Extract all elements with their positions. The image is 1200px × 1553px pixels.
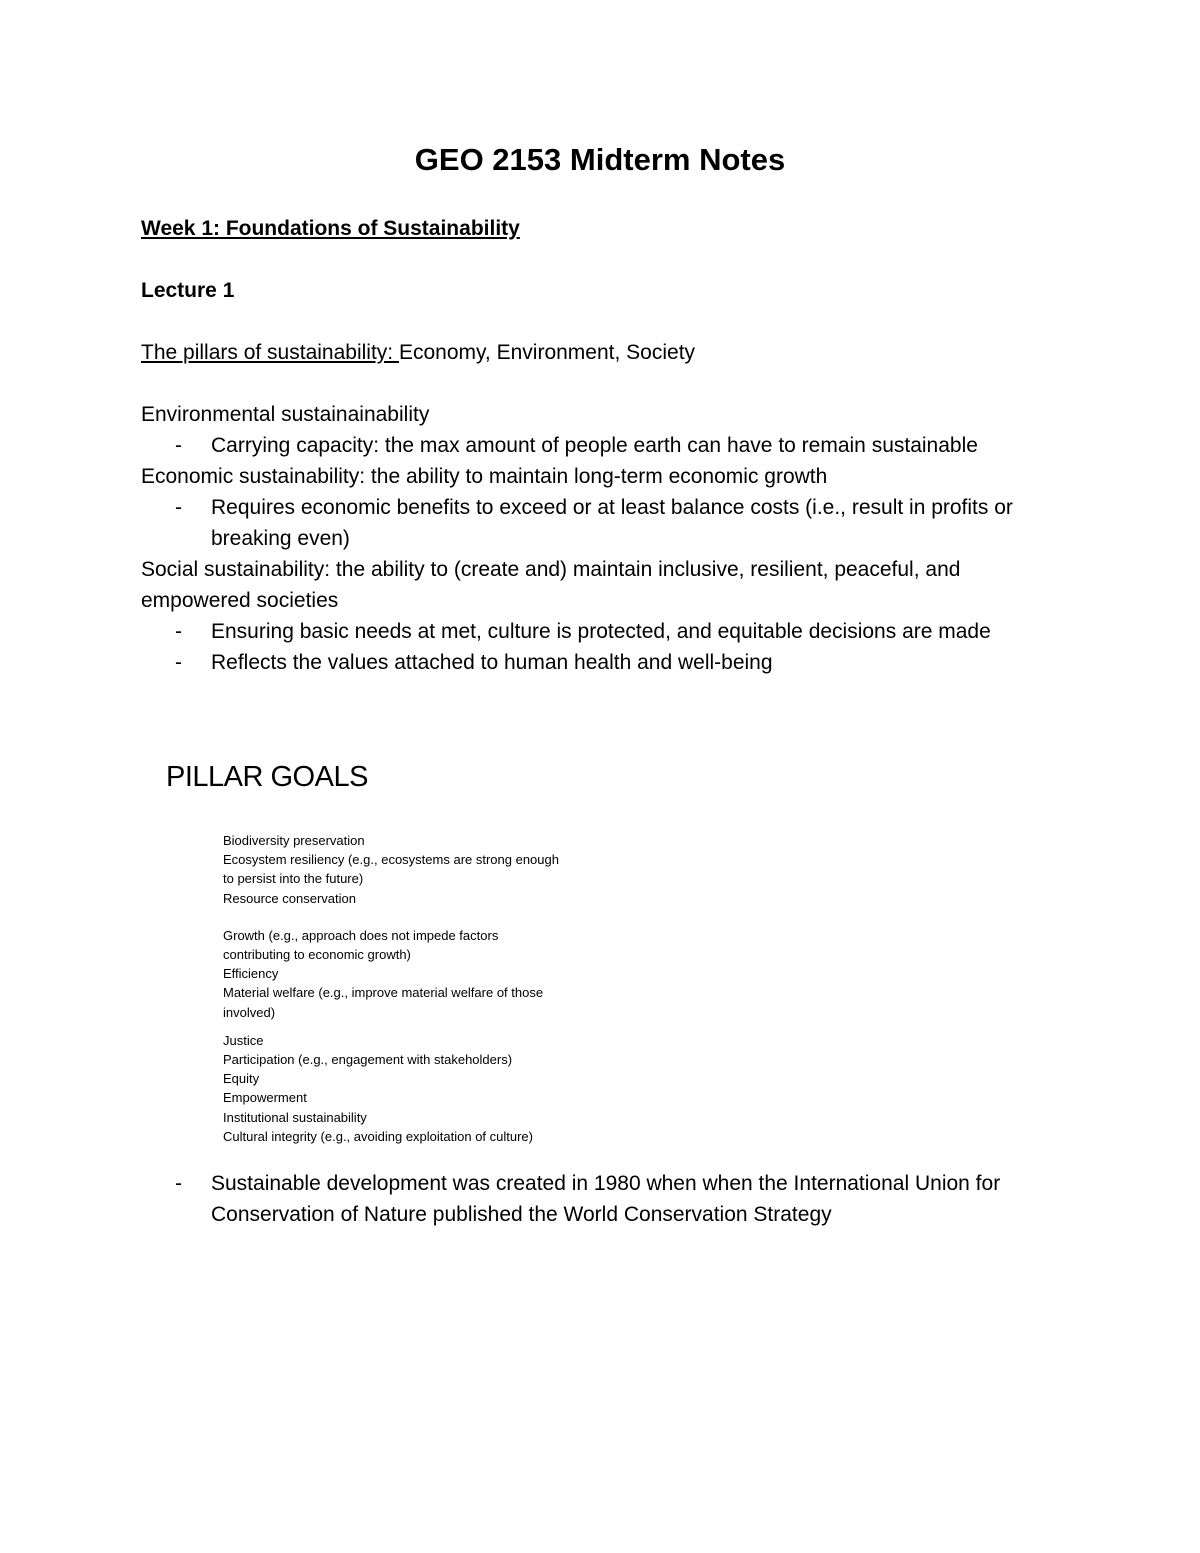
bullet-dash: - [175,496,182,519]
pillar-goals-title: PILLAR GOALS [166,761,368,793]
list-item [141,1168,1041,1230]
goal-line: Efficiency [223,966,279,982]
goal-line: Cultural integrity (e.g., avoiding exploitation of culture) [223,1128,533,1144]
economic-heading: Economic sustainability: the ability to maintain long-term economic growth [141,465,828,488]
bullet-text: Ensuring basic needs at met, culture is protected, and equitable decisions are made [211,620,991,643]
final-notes [141,1168,1041,1230]
goal-line: Participation (e.g., engagement with stakeholders) [223,1052,513,1068]
goal-line: Empowerment [223,1090,307,1106]
list-item [141,647,1041,678]
bullet-text: Requires economic benefits to exceed or at least balance costs (i.e., result in profits or breaking even) [211,496,1013,550]
social-heading: Social sustainability: the ability to (create and) maintain inclusive, resilient, peaceful, and empowered societies [141,558,961,612]
bullet-dash: - [175,620,182,643]
pillars-values: Economy, Environment, Society [398,341,696,364]
lecture-heading: Lecture 1 [141,279,235,302]
goal-line: Ecosystem resiliency (e.g., ecosystems are strong enough [223,852,559,868]
goal-line: Institutional sustainability [223,1109,367,1125]
list-item [141,492,1041,554]
document-title: GEO 2153 Midterm Notes [414,142,786,177]
pillar-goals-list [223,831,643,1146]
bullet-text: Reflects the values attached to human health and well-being [211,651,773,674]
bullet-dash: - [175,1172,182,1195]
goal-line: involved) [223,1004,276,1020]
list-item [141,616,1041,647]
goal-line: Material welfare (e.g., improve material welfare of those [223,985,544,1001]
week-heading: Week 1: Foundations of Sustainability [141,217,520,240]
goal-line: contributing to economic growth) [223,947,411,963]
bullet-dash: - [175,651,182,674]
goal-line: Justice [223,1032,264,1048]
economy-goals [223,926,643,1022]
bullet-text: Carrying capacity: the max amount of people earth can have to remain sustainable [211,434,978,457]
goal-line: Growth (e.g., approach does not impede factors [223,927,499,943]
sustainability-notes [141,399,1041,678]
environment-goals [223,831,643,908]
goal-line: Equity [223,1071,260,1087]
society-goals [223,1031,643,1146]
pillars-line [141,337,695,368]
list-item [141,430,1041,461]
goal-line: Resource conservation [223,890,356,906]
goal-line: Biodiversity preservation [223,833,365,848]
goal-line: to persist into the future) [223,871,364,887]
pillars-label: The pillars of sustainability: [141,341,399,364]
environmental-heading: Environmental sustainainability [141,403,430,426]
bullet-dash: - [175,434,182,457]
bullet-text: Sustainable development was created in 1980 when when the International Union for Conservation of Nature published the World Conservation Strategy [211,1172,1001,1226]
